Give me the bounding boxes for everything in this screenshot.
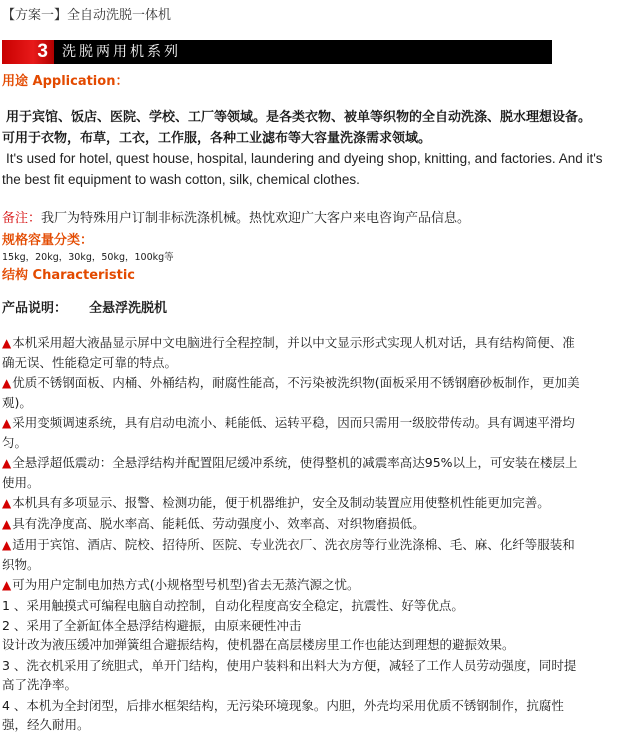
application-en-line1: It's used for hotel, quest house, hospital, laundering and dyeing shop, knitting, and factories. And it's bbox=[6, 151, 603, 166]
triangle-bullet-icon: ▲ bbox=[2, 578, 12, 592]
capacity-values: 15kg，20kg，30kg，50kg，100kg等 bbox=[2, 252, 174, 263]
feature-item: ▲具有洗净度高、脱水率高、能耗低、劳动强度小、效率高、对织物磨损低。 bbox=[2, 516, 425, 531]
remark-text: 我厂为特殊用户订制非标洗涤机械。热忱欢迎广大客户来电咨询产品信息。 bbox=[41, 211, 471, 226]
feature-item: ▲本机具有多项显示、报警、检测功能，便于机器维护，安全及制动装置应用使整机性能更加完善。 bbox=[2, 495, 550, 510]
triangle-bullet-icon: ▲ bbox=[2, 538, 12, 552]
numbered-item: 2 、采用了全新缸体全悬浮结构避振，由原来硬性冲击 设计改为液压缓冲加弹簧组合避振结构，使机器在高层楼房里工作也能达到理想的避振效果。 bbox=[2, 618, 515, 652]
remark bbox=[2, 209, 470, 229]
structure-heading: 结构 Characteristic bbox=[2, 268, 135, 283]
series-banner bbox=[2, 40, 552, 64]
product-description bbox=[2, 299, 167, 319]
application-heading: 用途 Application： bbox=[2, 74, 129, 89]
feature-item: ▲可为用户定制电加热方式(小规格型号机型)省去无蒸汽源之忧。 bbox=[2, 577, 360, 592]
banner-title: 洗脱两用机系列 bbox=[62, 44, 181, 60]
feature-item: ▲优质不锈钢面板、内桶、外桶结构，耐腐性能高，不污染被洗织物(面板采用不锈钢磨砂板制作，更加美 观)。 bbox=[2, 375, 580, 410]
application-en-line2: the best fit equipment to wash cotton, silk, chemical clothes. bbox=[2, 172, 360, 187]
feature-item: ▲适用于宾馆、酒店、院校、招待所、医院、专业洗衣厂、洗衣房等行业洗涤棉、毛、麻、化纤等服装和 织物。 bbox=[2, 537, 575, 572]
application-zh-line2: 可用于衣物，布草，工衣，工作服，各种工业滤布等大容量洗涤需求领域。 bbox=[2, 131, 432, 146]
product-name: 全悬浮洗脱机 bbox=[89, 301, 168, 316]
product-label: 产品说明： bbox=[2, 301, 68, 316]
capacity-heading: 规格容量分类： bbox=[2, 233, 94, 248]
application-zh-line1: 用于宾馆、饭店、医院、学校、工厂等领域。是各类衣物、被单等织物的全自动洗涤、脱水理想设备。 bbox=[6, 110, 592, 125]
banner-number: 3 bbox=[2, 40, 54, 64]
triangle-bullet-icon: ▲ bbox=[2, 416, 12, 430]
feature-item: ▲本机采用超大液晶显示屏中文电脑进行全程控制，并以中文显示形式实现人机对话，具有结构简便、准 确无误、性能稳定可靠的特点。 bbox=[2, 335, 575, 370]
numbered-item: 4 、本机为全封闭型，后排水框架结构，无污染环境现象。内胆，外壳均采用优质不锈钢制作，抗腐性 强，经久耐用。 bbox=[2, 698, 564, 732]
feature-item: ▲采用变频调速系统，具有启动电流小、耗能低、运转平稳，因而只需用一级胶带传动。具有调速平滑均 匀。 bbox=[2, 415, 575, 450]
remark-label: 备注： bbox=[2, 211, 42, 226]
triangle-bullet-icon: ▲ bbox=[2, 376, 12, 390]
page-heading: 【方案一】全自动洗脱一体机 bbox=[2, 8, 172, 23]
triangle-bullet-icon: ▲ bbox=[2, 456, 12, 470]
triangle-bullet-icon: ▲ bbox=[2, 496, 12, 510]
triangle-bullet-icon: ▲ bbox=[2, 336, 12, 350]
triangle-bullet-icon: ▲ bbox=[2, 517, 12, 531]
numbered-item: 3 、洗衣机采用了统胆式，单开门结构，使用户装料和出料大为方便，减轻了工作人员劳动强度，同时提 高了洗净率。 bbox=[2, 658, 577, 692]
numbered-item: 1 、采用触摸式可编程电脑自动控制，自动化程度高安全稳定，抗震性、好等优点。 bbox=[2, 598, 464, 613]
feature-item: ▲全悬浮超低震动：全悬浮结构并配置阻尼缓冲系统，使得整机的减震率高达95%以上，可安装在楼层上 使用。 bbox=[2, 455, 578, 490]
